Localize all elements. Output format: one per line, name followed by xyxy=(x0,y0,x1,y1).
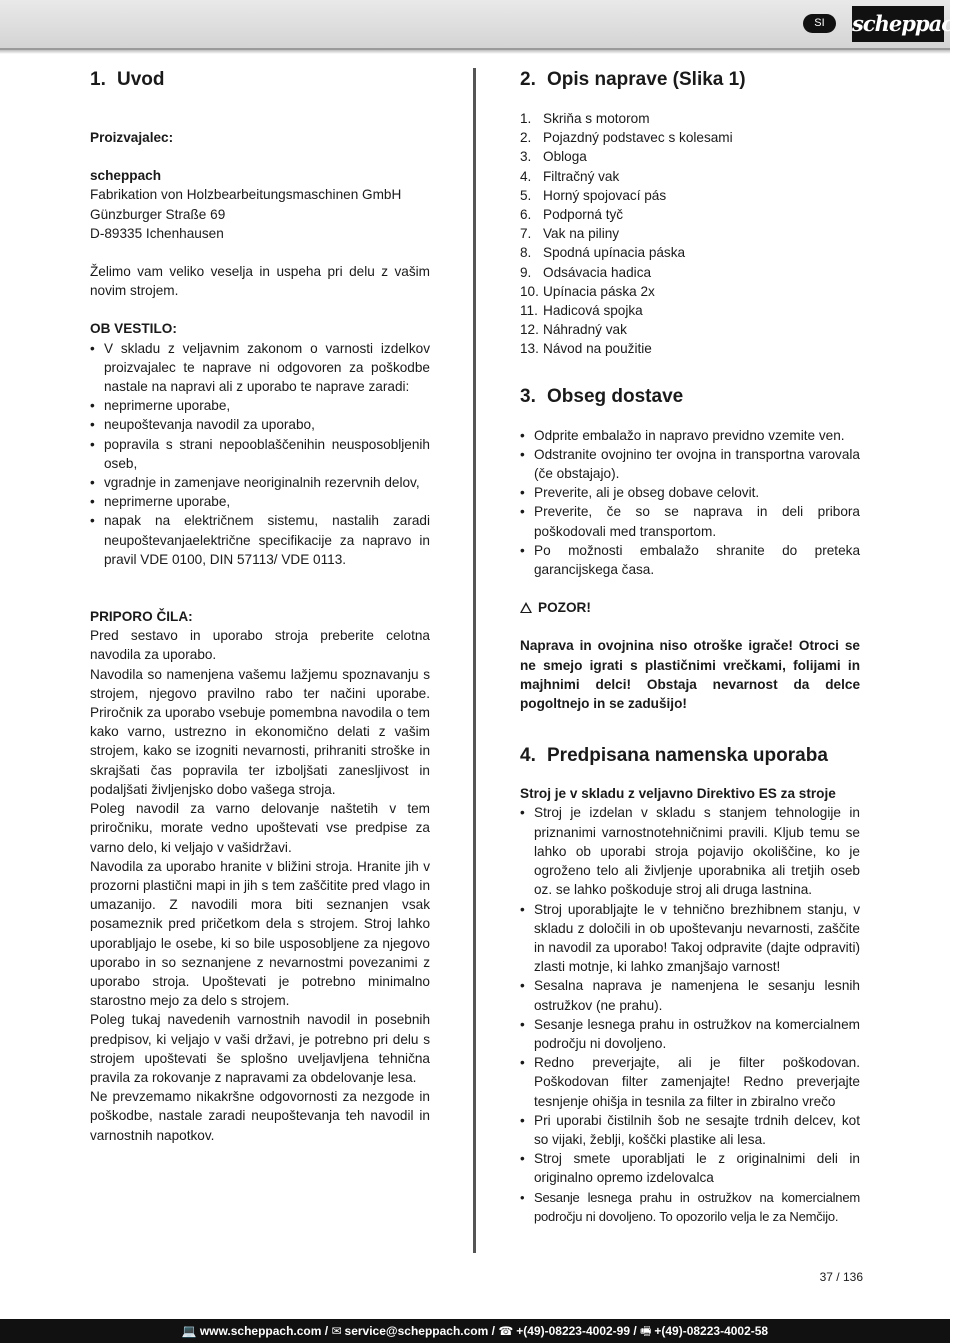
computer-icon: 💻 xyxy=(181,1324,197,1338)
list-item: • Po možnosti embalažo shranite do preteka garancijskega časa. xyxy=(520,541,860,579)
list-item: 3. Obloga xyxy=(520,149,587,165)
recommend-paragraph: Poleg navodil za varno delovanje naštetih v tem priročniku, morate vedno upoštevati vse predpise za varno delo, ki veljajo v vašidržavi. xyxy=(90,801,430,855)
phone-icon: ☎ xyxy=(498,1324,514,1338)
list-item: 11. Hadicová spojka xyxy=(520,303,643,319)
column-divider xyxy=(473,68,476,1253)
address-line: D-89335 Ichenhausen xyxy=(90,225,224,241)
fax-icon: 🖷 xyxy=(640,1324,652,1338)
list-item: 10. Upínacia páska 2x xyxy=(520,283,655,299)
recommend-paragraph: Pred sestavo in uporabo stroja preberite celotna navodila za uporabo. xyxy=(90,628,430,663)
notice-label: OB VESTILO: xyxy=(90,321,177,337)
list-item: 13. Návod na použitie xyxy=(520,341,652,357)
scheppach-logo: scheppach xyxy=(852,6,944,42)
recommend-paragraph: Poleg tukaj navedenih varnostnih navodil in posebnih predpisov, ki veljajo v vaši državi, je potrebno pri delu s strojem upoštevati še splošno uveljavljena tehnična pravila za rokovanje z napravami za obdelovanje lesa. xyxy=(90,1012,430,1085)
list-item: 9. Odsávacia hadica xyxy=(520,264,652,280)
list-item: • Pri uporabi čistilnih šob ne sesajte trdnih delcev, kot so vijaki, žeblji, koščki plastike ali lesa. xyxy=(520,1111,860,1149)
list-item: 1. Skriňa s motorom xyxy=(520,111,650,126)
list-item: 7. Vak na piliny xyxy=(520,226,620,242)
section-title-intended-use: 4. Predpisana namenska uporaba xyxy=(520,745,828,767)
address-line: Günzburger Straße 69 xyxy=(90,206,226,222)
caution-heading xyxy=(520,598,860,617)
delivery-list xyxy=(520,426,860,580)
list-item: • neupoštevanja navodil za uporabo, xyxy=(90,415,430,434)
list-item: • vgradnje in zamenjave neoriginalnih rezervnih delov, xyxy=(90,473,430,492)
list-item: 5. Horný spojovací pás xyxy=(520,187,667,203)
address-line: Fabrikation von Holzbearbeitungsmaschinen GmbH xyxy=(90,187,402,203)
list-item: 12. Náhradný vak xyxy=(520,322,627,338)
language-badge: SI xyxy=(803,14,836,33)
top-bar xyxy=(0,0,967,50)
section-title-intro: 1. Uvod xyxy=(90,69,165,90)
list-item: • Preverite, ali je obseg dobave celovit. xyxy=(520,483,860,502)
recommend-label: PRIPORO ČILA: xyxy=(90,609,193,625)
list-item: • Preverite, če so se naprava in deli pribora poškodovali med transportom. xyxy=(520,502,860,540)
list-item: 6. Podporná tyč xyxy=(520,207,624,223)
notice-list xyxy=(90,339,430,569)
footer-website[interactable]: www.scheppach.com / xyxy=(199,1324,329,1338)
top-bar-shadow xyxy=(0,50,950,54)
page-number: 37 / 136 xyxy=(819,1270,863,1284)
list-item: • Stroj uporabljajte le v tehnično brezhibnem stanju, v skladu z določili in ob upoštevanju nevarnosti, zaščite in navodil za uporabo! Takoj odpravite (dajte odpraviti) zlasti motnje, ki lahko zmanjšajo varnost! xyxy=(520,900,860,977)
warning-triangle-icon xyxy=(520,602,532,613)
recommend-paragraph: Navodila so namenjena vašemu lažjemu spoznavanju s strojem, njegovo pravilno rabo ter načini uporabe. Priročnik za uporabo vsebuje pomembna navodila o tem kako varno, ustrezno in ekonomično delati z vašim strojem, kako se izogniti nevarnosti, prihraniti stroške in skrajšati čas popravila ter izboljšati zanesljivost in podaljšati življenjsko dobo vašega stroja. xyxy=(90,666,430,797)
list-item: • Sesanje lesnega prahu in ostružkov na komercialnem področju ni dovoljeno. xyxy=(520,1015,860,1053)
manufacturer-label: Proizvajalec: xyxy=(90,130,174,145)
list-item: • V skladu z veljavnim zakonom o varnosti izdelkov proizvajalec te naprave ni odgovoren za poškodbe nastale na napravi ali z uporabo te naprave zaradi: xyxy=(90,339,430,397)
footer-email[interactable]: service@scheppach.com / xyxy=(344,1324,495,1338)
usage-list xyxy=(520,803,860,1225)
footer-phone: +(49)-08223-4002-99 / xyxy=(516,1324,637,1338)
footer-bar xyxy=(0,1319,950,1343)
list-item: • Odstranite ovojnino ter ovojna in transportna varovala (če obstajajo). xyxy=(520,445,860,483)
list-item: • napak na električnem sistemu, nastalih zaradi neupoštevanjaelektrične specifikacije za napravo in pravil VDE 0100, DIN 57113/ VDE 0113. xyxy=(90,511,430,569)
caution-text: Naprava in ovojnina niso otroške igrače! Otroci se ne smejo igrati s plastičnimi vrečkami, folijami in majhnimi delci! Obstaja nevarnost da delce pogoltnejo in se zadušijo! xyxy=(520,638,860,712)
list-item: • popravila s strani nepooblaščenihin neusposobljenih oseb, xyxy=(90,435,430,473)
list-item: • Stroj smete uporabljati le z originalnimi deli in originalno opremo izdelovalca xyxy=(520,1149,860,1187)
list-item: • Sesalna naprava je namenjena le sesanju lesnih ostružkov (ne prahu). xyxy=(520,976,860,1014)
list-item: 8. Spodná upínacia páska xyxy=(520,245,686,261)
welcome-text: Želimo vam veliko veselja in uspeha pri delu z vašim novim strojem. xyxy=(90,264,430,299)
intended-use-subtitle: Stroj je v skladu z veljavno Direktivo ES za stroje xyxy=(520,786,836,802)
section-title-delivery: 3. Obseg dostave xyxy=(520,385,684,407)
list-item: • Redno preverjajte, ali je filter poškodovan. Poškodovan filter zamenjajte! Redno preverjajte tesnjenje ohišja in tesnila za filter in zbiralno vrečo xyxy=(520,1053,860,1111)
recommend-paragraph: Ne prevzemamo nikakršne odgovornosti za nezgode in poškodbe, nastale zaradi neupoštevanja teh navodil in varnostnih napotkov. xyxy=(90,1089,430,1143)
recommend-paragraph: Navodila za uporabo hranite v bližini stroja. Hranite jih v prozorni plastični mapi in jih s tem zaščitite pred vlago in umazanijo. Z navodili mora biti seznanjen vsak posameznik pred pričetkom dela s strojem. Stroj lahko uporabljajo le osebe, ki so bile usposobljene za njegovo uporabo in so seznanjene z nevarnostmi povezanimi z uporabo stroja. Upoštevati je potrebno minimalno starostno mejo za delo s strojem. xyxy=(90,858,430,1009)
list-item: • neprimerne uporabe, xyxy=(90,396,430,415)
list-item: 2. Pojazdný podstavec s kolesami xyxy=(520,130,733,146)
parts-list xyxy=(520,109,860,359)
caution-label: POZOR! xyxy=(538,600,591,616)
list-item: • Sesanje lesnega prahu in ostružkov na komercialnem področju ni dovoljeno. To opozorilo velja le za Nemčijo. xyxy=(520,1188,860,1226)
company-name: scheppach xyxy=(90,168,162,184)
list-item: • Stroj je izdelan v skladu s stanjem tehnologije in priznanimi varnostnotehničnimi pravili. Kljub temu se lahko ob uporabi stroja pojavijo okoliščine, ko je ogroženo telo ali življenje uporabnika ali tretjih oseb oz. se lahko poškoduje stroj ali druga lastnina. xyxy=(520,803,860,899)
section-title-description: 2. Opis naprave (Slika 1) xyxy=(520,69,746,90)
list-item: • neprimerne uporabe, xyxy=(90,492,430,511)
right-column xyxy=(520,68,860,1226)
left-column xyxy=(90,68,430,1145)
list-item: 4. Filtračný vak xyxy=(520,168,620,184)
mail-icon: ✉ xyxy=(331,1324,342,1338)
list-item: • Odprite embalažo in napravo previdno vzemite ven. xyxy=(520,426,860,445)
footer-fax: +(49)-08223-4002-58 xyxy=(654,1324,769,1338)
